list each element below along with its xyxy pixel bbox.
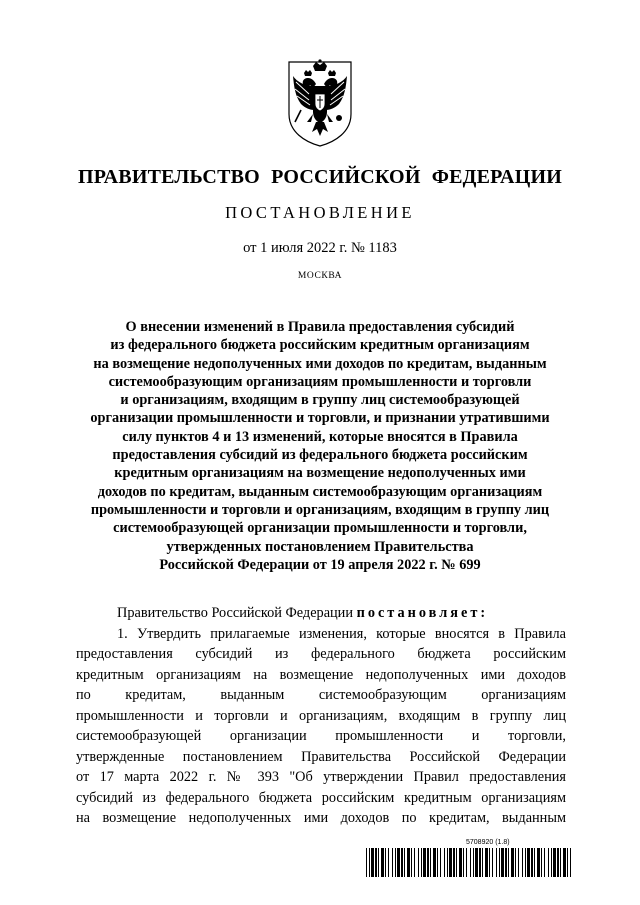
heading-line: промышленности и торговли и организациям, входящим в группу лиц [90,501,550,518]
barcode-bar [423,848,426,877]
barcode-bar [456,848,457,877]
heading-line: предоставления субсидий из федерального бюджета российским [112,447,528,464]
barcode-bar [560,848,561,877]
paragraph-line: субсидий из федерального бюджета российским кредитным организациям [76,789,566,806]
heading-line: организации промышленности и торговли, и признании утратившими [90,410,550,427]
heading-line: на возмещение недополученных ими доходов по кредитам, выданным [93,355,547,372]
heading-line: кредитным организациям на возмещение недополученных ими [114,465,526,482]
document-heading [72,318,568,574]
paragraph-line: системообразующей организации промышленности и торговли, [76,728,566,744]
barcode-bar [463,848,464,877]
barcode-bar [414,848,415,877]
document-city: МОСКВА [297,271,343,281]
barcode-bar [470,848,471,877]
barcode-bar [505,848,507,877]
barcode-icon [366,848,571,877]
barcode-bar [563,848,566,877]
barcode-bar [388,848,389,877]
barcode-bar [440,848,441,877]
barcode-bar [531,848,533,877]
barcode-bar [534,848,535,877]
barcode-bar [397,848,400,877]
paragraph-line: 1. Утвердить прилагаемые изменения, которые вносятся в Правила [117,625,566,642]
barcode-bar [385,848,386,877]
paragraph-line: по кредитам, выданным системообразующим организациям [76,687,566,703]
barcode-bar [392,848,393,877]
barcode-bar [466,848,467,877]
barcode-bar [421,848,422,877]
barcode-bar [427,848,429,877]
barcode-bar [567,848,568,877]
barcode-bar [511,848,514,877]
barcode-bar [430,848,431,877]
barcode-bar [407,848,410,877]
barcode-bar [395,848,396,877]
barcode-bar [381,848,384,877]
barcode-bar [548,848,549,877]
heading-line: силу пунктов 4 и 13 изменений, которые вносятся в Правила [122,428,518,445]
barcode-bar [496,848,497,877]
barcode-bar [485,848,488,877]
document-type: ПОСТАНОВЛЕНИЕ [225,203,415,222]
document-body [76,603,566,829]
barcode-bar [401,848,403,877]
intro-paragraph [76,603,566,624]
barcode-bar [378,848,379,877]
barcode-bar [525,848,526,877]
barcode-bar [482,848,483,877]
heading-line: утвержденных постановлением Правительства [166,538,474,555]
barcode-bar [515,848,516,877]
intro-decree-word: постановляет: [356,605,489,621]
barcode-bar [518,848,519,877]
paragraph-line: от 17 марта 2022 г. № 393 "Об утверждении Правил предоставления [76,769,566,785]
barcode-bar [522,848,523,877]
heading-line: системообразующей организации промышленности и торговли, [113,520,527,537]
barcode-bar [418,848,419,877]
coat-of-arms-icon [283,56,357,148]
barcode-bar [537,848,540,877]
barcode-bar [369,848,370,877]
barcode-bar [411,848,412,877]
barcode-bar [433,848,436,877]
paragraph-line: кредитным организациям на возмещение недополученных ими доходов [76,666,566,683]
heading-line: и организациям, входящим в группу лиц системообразующей [120,392,520,409]
government-title: ПРАВИТЕЛЬСТВО РОССИЙСКОЙ ФЕДЕРАЦИИ [78,166,562,188]
barcode-bar [557,848,559,877]
barcode-bar [508,848,509,877]
barcode-bar [404,848,405,877]
paragraph-line: на возмещение недополученных ими доходов по кредитам, выданным [76,810,566,826]
barcode-bar [551,848,552,877]
barcode-bar [544,848,545,877]
barcode-bar [449,848,452,877]
heading-line: системообразующим организациям промышленности и торговли [108,373,532,390]
barcode-bar [489,848,490,877]
paragraph-1 [76,624,566,829]
barcode-bar [453,848,455,877]
heading-line: доходов по кредитам, выданным системообразующим организациям [97,483,543,500]
paragraph-line: предоставления субсидий из федерального бюджета российским [76,646,566,662]
document-date-number: от 1 июля 2022 г. № 1183 [243,240,397,256]
barcode-bar [447,848,448,877]
heading-line: О внесении изменений в Правила предоставления субсидий [125,319,515,335]
heading-line: Российской Федерации от 19 апреля 2022 г. № 699 [159,556,481,573]
barcode-bar [366,848,367,877]
paragraph-line: промышленности и торговли и организациям, входящим в группу лиц [76,707,566,724]
barcode-bar [473,848,474,877]
barcode-bar [375,848,377,877]
barcode-bar [475,848,478,877]
barcode-bar [570,848,571,877]
barcode-label: 5708920 (1.8) [466,839,510,846]
barcode-bar [437,848,438,877]
barcode-bar [371,848,374,877]
barcode-bar [527,848,530,877]
barcode-bar [499,848,500,877]
heading-line: из федерального бюджета российским кредитным организациям [110,337,530,354]
intro-text: Правительство Российской Федерации [117,605,357,621]
barcode-bar [459,848,462,877]
barcode-bar [553,848,556,877]
barcode-bar [501,848,504,877]
barcode-bar [479,848,481,877]
paragraph-line: утвержденные постановлением Правительства Российской Федерации [76,748,566,765]
barcode-bar [541,848,542,877]
barcode-bar [444,848,445,877]
barcode-bar [492,848,493,877]
